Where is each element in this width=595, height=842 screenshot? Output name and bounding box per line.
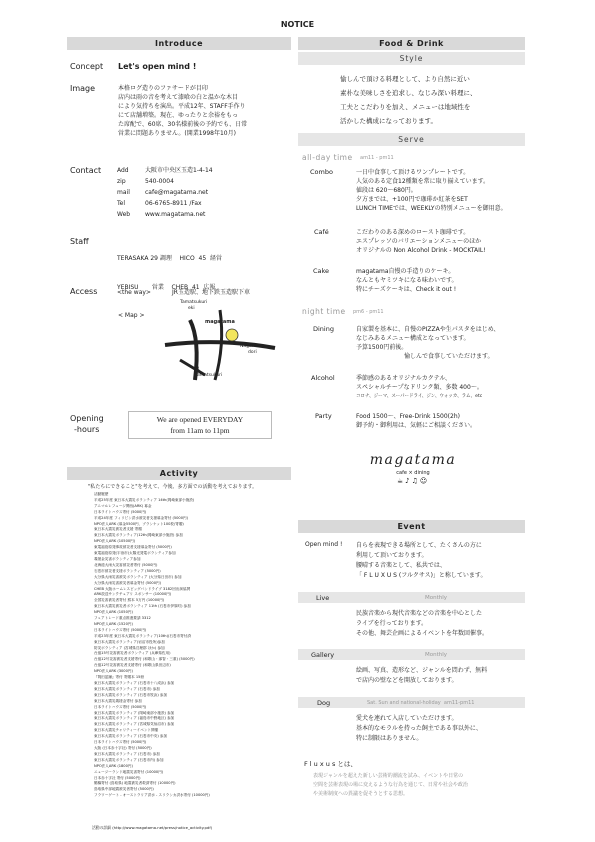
text-line: 表現ジャンルを超えた新しい芸術的潮流を試み、イベントや日常の bbox=[313, 773, 464, 779]
activity-item: ARK放送サンクチュアリ スポンサー (10000円) bbox=[94, 592, 172, 597]
activity-item: 東日本大震災ボランティア (岡崎東部小施設) 参加 bbox=[94, 710, 175, 715]
text-line: 予算1500円前後。 bbox=[356, 344, 408, 351]
text-line: magatama自慢の手造りのケーキ。 bbox=[356, 268, 455, 275]
food-drink-header: Food & Drink bbox=[298, 37, 525, 50]
contact-label: Contact bbox=[70, 166, 102, 175]
text-line: 季節感のあるオリジナルカクテル、 bbox=[356, 375, 451, 382]
map-street-label bbox=[240, 344, 260, 356]
activity-item: 『岡田盆踊』寄付 寄贈本 15冊 bbox=[94, 675, 144, 680]
contact-key: Web bbox=[117, 211, 131, 218]
address-text: 大阪市中央区玉造1-4-14 bbox=[145, 167, 213, 174]
map-shop-label: magatama bbox=[205, 319, 235, 325]
zip-text: 540-0004 bbox=[145, 178, 174, 185]
cafe-description bbox=[356, 228, 486, 255]
text-line: にて店舗増築。現在、ゆったりと余裕をもっ bbox=[118, 112, 238, 119]
activity-item: 鳥取県中部地震被災者寄付 (5000円) bbox=[94, 787, 154, 792]
activity-item: 平成23年度 東日本大震災ボランティア(10th)(石巻市寄付済 bbox=[94, 633, 191, 638]
activity-item: NPO法人ARK (募金5500円、ブランケット100枚/寄贈) bbox=[94, 521, 184, 526]
night-title: night time bbox=[302, 307, 346, 316]
allday-hours: am11 - pm11 bbox=[360, 155, 394, 161]
contact-key: Tel bbox=[117, 200, 126, 207]
activity-item: アニマルレフュージ関西(ARK) 募金 bbox=[94, 503, 152, 508]
map-label: < Map > bbox=[118, 312, 145, 319]
text-line: こだわりのある深めのロースト珈琲です。 bbox=[356, 229, 470, 236]
activity-item: 平成24年度 フィリピン洪水被災者支援募金寄付 (5000円) bbox=[94, 515, 188, 520]
activity-item: CHEB 大阪ホームレスビッグバンドライブ 3182回出演協賛 bbox=[94, 586, 191, 591]
activity-item: 鶴橋寄付 (鳥取県) 地震被災者救済寄付 (10000円) bbox=[94, 781, 176, 786]
dining-description bbox=[356, 325, 499, 361]
text-line: 本格ログ造りのファサードが目印 bbox=[118, 85, 208, 92]
web-link[interactable]: www.magatama.net bbox=[145, 211, 206, 218]
activity-footer-link[interactable]: 活動の詳細 (http://www.magatama.net/press/notice_activity.pdf) bbox=[92, 825, 213, 830]
gallery-label: Gallery bbox=[311, 651, 335, 659]
open-mind-label: Open mind ! bbox=[305, 541, 343, 548]
party-label: Party bbox=[315, 412, 332, 420]
image-description bbox=[118, 84, 288, 138]
activity-header: Activity bbox=[67, 467, 291, 480]
gallery-frequency: Monthly bbox=[425, 652, 448, 658]
text-line: なじみあるメニュー構成となっています。 bbox=[356, 335, 470, 342]
access-label: Access bbox=[70, 287, 98, 296]
text-line: スペシャルチープなドリンク類、多数 400～。 bbox=[356, 384, 483, 391]
allday-title: all-day time bbox=[302, 153, 353, 162]
map-jr-label bbox=[195, 367, 222, 379]
activity-item: 東日本大震災ボランティア(岩沼市役所)参加 bbox=[94, 639, 165, 644]
text-line: 愉しんで食事していただけます。 bbox=[404, 353, 494, 360]
activity-item: 大阪 (日本赤十字社) 寄付 (5000円) bbox=[94, 745, 152, 750]
text-line: 一日中食事して頂けるワンプレートです。 bbox=[356, 169, 470, 176]
text-line: により気持ちを演出。平成12年、STAFF手作り bbox=[118, 103, 246, 110]
map-text: Nagahori bbox=[240, 344, 261, 349]
contact-key: Add bbox=[117, 167, 129, 174]
dog-label: Dog bbox=[317, 699, 331, 707]
opening-hours-box bbox=[128, 411, 272, 439]
text-line: 腰晴する音楽として、私共では、 bbox=[356, 562, 446, 569]
cake-description bbox=[356, 267, 458, 294]
cafe-label: Café bbox=[314, 228, 329, 236]
activity-item: 日本ライトハウス寄付 (5000円) bbox=[94, 509, 147, 514]
activity-item: 活動履歴 bbox=[94, 492, 109, 496]
magatama-logo bbox=[358, 452, 468, 485]
activity-item: 義援金災害ボランティア参加 bbox=[94, 556, 141, 561]
activity-item: NPO法人ARK (10500円) bbox=[94, 539, 136, 544]
text-line: 自らを表現できる場所として、たくさんの方に bbox=[356, 542, 482, 549]
map-station-label bbox=[180, 300, 207, 312]
text-line: 民族音楽から現代音楽などの音楽を中心とした bbox=[356, 610, 483, 617]
text-line: 御予約・御利用は、気軽にご相談ください。 bbox=[356, 422, 477, 429]
map-text: eki bbox=[188, 306, 195, 311]
contact-details bbox=[117, 166, 213, 221]
activity-item: 全国災害被災者寄付 熊本 5万円 (10000円) bbox=[94, 598, 165, 603]
activity-intro: "私たちにできること"を考えて、今後、多方面での活動を考えております。 bbox=[88, 484, 258, 490]
tel-text: 06-6765-8911 /Fax bbox=[145, 200, 202, 207]
activity-item: 東電福島原発(宇治市)太陽光発電ボランティア参加 bbox=[94, 551, 176, 556]
text-line: コロナ、ジーマ、スーパードライ、ジン、ウォッカ、ラム、etc bbox=[356, 394, 483, 399]
text-line: 値段は 620～680円。 bbox=[356, 187, 417, 194]
activity-item: フェアトレード重点推進要請 3312 bbox=[94, 616, 151, 621]
live-description bbox=[356, 609, 488, 639]
text-line: 愉しんで頂ける料理として、より自然に近い bbox=[340, 75, 470, 83]
staff-row: YEBISU 営業 CHEB 41 広報 bbox=[117, 284, 216, 291]
text-line: 活かした構成になっております。 bbox=[340, 117, 437, 125]
activity-item: NPO法人ARK (3000円) bbox=[94, 669, 133, 674]
text-line: 夕方までは、+100円で珈琲か紅茶をSET bbox=[356, 196, 468, 203]
activity-item: 東日本大震災ボランティア (石巻市) 参加 bbox=[94, 751, 160, 756]
activity-item: 台風12号災害被災者支援寄付 (和歌山県田辺市) bbox=[94, 663, 171, 668]
text-line: 素朴な美味しさを追求し、なじみ深い料理に、 bbox=[340, 89, 477, 97]
alcohol-description bbox=[356, 374, 483, 401]
text-line: Food 1500～、Free-Drink 1500(2h) bbox=[356, 413, 460, 420]
text-line: 店内は雨の音を考えて漆喰の白と温かな木目 bbox=[118, 94, 239, 101]
activity-item: 東電福島原発事故被災者支援募金寄付 (5000円) bbox=[94, 545, 172, 550]
event-header: Event bbox=[298, 520, 525, 533]
activity-list bbox=[70, 492, 290, 799]
combo-description bbox=[356, 168, 507, 213]
activity-item: 平成25年度 東日本大震災ボランティア 14th(岡崎東部小施設) bbox=[94, 497, 195, 502]
activity-item: 日本ライトハウス寄付 (5000円) bbox=[94, 740, 147, 745]
activity-item: 東日本大震災ボランティア (石巻市内) 参加 bbox=[94, 757, 164, 762]
activity-item: 東日本大震災ボランティア (石巻市) 参加 bbox=[94, 686, 160, 691]
staff-row: TERASAKA 29 調理 HICO 45 経営 bbox=[117, 255, 222, 262]
party-description bbox=[356, 412, 476, 430]
serve-subheader: Serve bbox=[298, 133, 525, 146]
cake-label: Cake bbox=[313, 267, 330, 275]
style-text bbox=[340, 72, 477, 128]
page-title: NOTICE bbox=[280, 20, 315, 29]
opening-label-line: Opening bbox=[70, 414, 104, 423]
activity-item: 日本ライトハウス寄付 (5000円) bbox=[94, 704, 147, 709]
dog-schedule: Sat. Sun and national-holiday am11-pm11 bbox=[367, 700, 475, 706]
activity-item: 東日本大震災ボランティア (石巻市牧浜) 参加 bbox=[94, 692, 168, 697]
text-line: 「 F L U X U S (フルクサス)」と称しています。 bbox=[356, 572, 487, 579]
activity-item: ニュージーランド地震災害寄付 (10000円) bbox=[94, 769, 164, 774]
live-frequency: Monthly bbox=[425, 595, 448, 601]
text-line: 空間を芸術表現の場に変えるような行為を通じて、日常や社会や政治 bbox=[313, 782, 468, 788]
live-label: Live bbox=[316, 594, 330, 602]
activity-item: 東日本大震災ボランティア(12th(岡崎東部小施設) 参加 bbox=[94, 533, 183, 538]
opening-label-line: -hours bbox=[74, 425, 100, 434]
text-line: なんともヤミツキになる味わいです。 bbox=[356, 277, 458, 284]
activity-item: 東日本大震災義援金寄付 参加 bbox=[94, 698, 142, 703]
activity-item: フラワーゲート - オーストラリア洪水 - スリランカ洪水寄付 (10000円) bbox=[94, 793, 210, 798]
text-line: 絵画、写真、造形など、ジャンルを問わず、無料 bbox=[356, 667, 488, 674]
map-text: JR bbox=[195, 367, 200, 372]
logo-icons: ☕♪♫☺ bbox=[396, 477, 430, 485]
alcohol-label: Alcohol bbox=[311, 374, 335, 382]
map-text: Tamatsukuri bbox=[180, 300, 208, 305]
contact-key: zip bbox=[117, 178, 126, 185]
activity-item: 防災ボランティア (宮城県亘理郡 ほか) 参加 bbox=[94, 645, 165, 650]
opening-hours-label bbox=[70, 413, 104, 435]
activity-item: 台風12号災害被災者支援寄付 (和歌山・那智・三重) (5000円) bbox=[94, 657, 195, 662]
text-line: 人気のある定食12種類を常に取り揃えています。 bbox=[356, 178, 490, 185]
activity-item: 石巻市被災者支援ボランティア (5000円) bbox=[94, 568, 161, 573]
text-line: LUNCH TIMEでは、WEEKLYの特別メニューを御用意。 bbox=[356, 205, 507, 212]
text-line: 工夫とこだわりを加え、メニューは地域性を bbox=[340, 103, 471, 111]
concept-text: Let's open mind ! bbox=[118, 62, 197, 71]
night-hours: pm6 - pm11 bbox=[353, 309, 384, 315]
fluxus-title: F l u x u s とは、 bbox=[304, 760, 357, 768]
activity-item: 東日本大震災ボランティア (福島市中野地区) 参加 bbox=[94, 716, 175, 721]
image-label: Image bbox=[70, 84, 96, 93]
activity-item: 東日本大震災チャリティーイベント開催 bbox=[94, 728, 159, 733]
text-line: ライブを行っております。 bbox=[356, 620, 428, 627]
activity-item: 日本赤十字社 寄付 (5000円) bbox=[94, 775, 141, 780]
activity-item: 東日本大震災ボランティア (石巻市中央) 参加 bbox=[94, 734, 168, 739]
dog-description bbox=[356, 714, 482, 744]
open-mind-description bbox=[356, 541, 486, 581]
text-line: 基本的なモラルを持った飼主である事以外に、 bbox=[356, 725, 482, 732]
gallery-description bbox=[356, 666, 487, 686]
activity-item: 大分県大雨災害被災者募金寄付 (5000円) bbox=[94, 580, 161, 585]
combo-label: Combo bbox=[310, 168, 333, 176]
text-line: 自家製を基本に、自慢のPIZZAや生パスタをはじめ、 bbox=[356, 326, 500, 333]
text-line: 営業に問題ありません。(開業1998年10月) bbox=[118, 130, 236, 137]
text-line: エスプレッソのバリエーションメニューのほか bbox=[356, 238, 482, 245]
activity-item: NPO法人ARK (1520円) bbox=[94, 621, 133, 626]
activity-item: 日本ライトハウス寄付 (5000円) bbox=[94, 627, 147, 632]
activity-item: 大分県大雨災害被災ボランティア (大分県日田市) 参加 bbox=[94, 574, 182, 579]
map-text: dori bbox=[248, 350, 257, 355]
activity-item: 東日本大震災ボランティア (石巻市十八成浜) 参加 bbox=[94, 681, 175, 685]
opening-time: from 11am to 11pm bbox=[170, 426, 230, 435]
live-bar bbox=[298, 592, 525, 603]
activity-item: 東日本大震災被災者支援 寄贈 bbox=[94, 527, 142, 532]
activity-item: 台風15号災害被災者ボランティア (兵庫県佐用) bbox=[94, 651, 171, 656]
text-line: た席配で、60席、30名様前後の予約でも、日常 bbox=[118, 121, 248, 128]
introduce-header: Introduce bbox=[67, 37, 291, 50]
text-line: 特に制限はありません。 bbox=[356, 735, 423, 742]
text-line: 愛犬を連れて入店していただけます。 bbox=[356, 715, 458, 722]
logo-subtitle: cafe × dining bbox=[396, 470, 430, 476]
contact-key: mail bbox=[117, 189, 130, 196]
concept-label: Concept bbox=[70, 62, 104, 71]
activity-item: 東日本大震災ボランティア (宮城県気仙沼市) 参加 bbox=[94, 722, 175, 727]
logo-wordmark: magatama bbox=[369, 452, 457, 468]
opening-days: We are opened EVERYDAY bbox=[156, 415, 244, 424]
style-subheader: Style bbox=[298, 52, 525, 65]
activity-item: 北海道大雨大災害被災者寄付 (5000円) bbox=[94, 562, 158, 567]
text-line: その他、舞芸企画によるイベントを年数回催事。 bbox=[356, 630, 489, 637]
fluxus-description bbox=[313, 772, 468, 799]
access-way: <the way> bbox=[117, 289, 151, 296]
text-line: で店内の壁などを開放しております。 bbox=[356, 677, 458, 684]
map-text: Tamatsukuri bbox=[195, 373, 223, 378]
mail-link[interactable]: cafe@magatama.net bbox=[145, 189, 209, 196]
text-line: や美術制度への異議を促そうとする思想。 bbox=[313, 791, 409, 797]
text-line: オリジナルの Non Alcohol Drink - MOCKTAIL! bbox=[356, 247, 486, 254]
access-text: JR玉造駅、地下鉄玉造駅下車 bbox=[172, 289, 250, 296]
text-line: 特にチーズケーキは、Check it out ! bbox=[356, 286, 457, 293]
activity-item: 東日本大震災被災者ボランティア 11th (石巻市伊原町) 参加 bbox=[94, 604, 191, 609]
activity-item: NPO法人ARK (1800円) bbox=[94, 763, 133, 768]
text-line: 利用して頂いております。 bbox=[356, 552, 428, 559]
dining-label: Dining bbox=[313, 325, 334, 333]
staff-label: Staff bbox=[70, 237, 89, 246]
activity-item: NPO法人ARK (1050円) bbox=[94, 610, 133, 615]
